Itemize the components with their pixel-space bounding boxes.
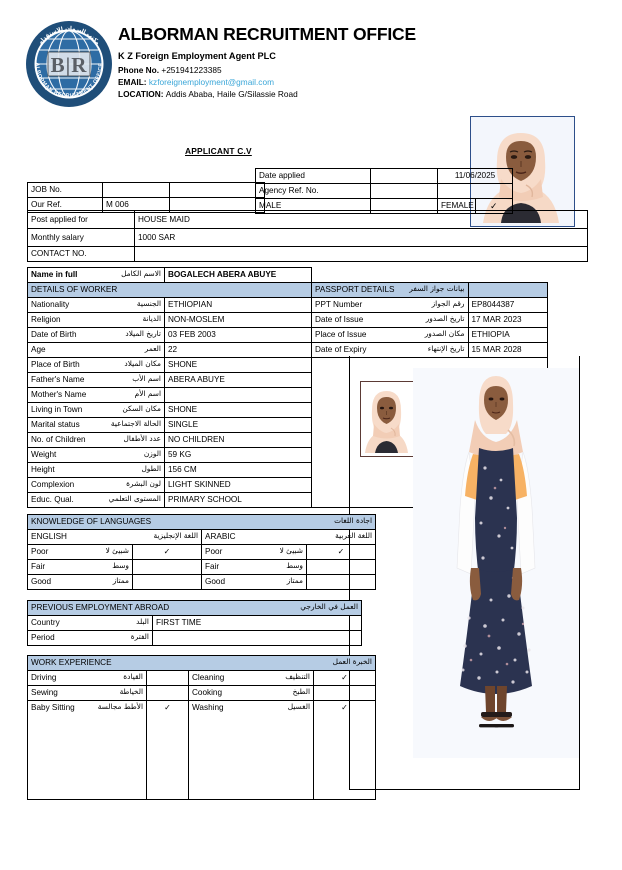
baby-sitting-label-ar: الأطط مجالسة bbox=[97, 702, 143, 711]
fathers-name-label bbox=[28, 373, 165, 388]
washing-label-en: Washing bbox=[192, 703, 224, 712]
cleaning-label-ar: التنظيف bbox=[285, 672, 310, 682]
date-applied-value[interactable]: 11/06/2025 bbox=[438, 169, 513, 184]
country-label bbox=[28, 616, 153, 631]
organization-title: ALBORMAN RECRUITMENT OFFICE bbox=[118, 24, 416, 44]
complexion-label-en: Complexion bbox=[31, 480, 75, 490]
place-of-birth-label bbox=[28, 358, 165, 373]
date-gender-table bbox=[255, 168, 513, 214]
place-of-birth-label-en: Place of Birth bbox=[31, 360, 80, 370]
agency-ref-blank bbox=[371, 184, 438, 199]
date-of-expiry-label-en: Date of Expiry bbox=[315, 345, 367, 355]
english-fair-label bbox=[28, 560, 133, 575]
female-label: FEMALE bbox=[438, 199, 475, 213]
job-reference-table bbox=[27, 182, 265, 213]
nationality-label bbox=[28, 298, 165, 313]
work-experience-table bbox=[27, 655, 376, 800]
complexion-label bbox=[28, 478, 165, 493]
no-of-children-value[interactable]: NO CHILDREN bbox=[165, 433, 312, 448]
english-poor-en: Poor bbox=[31, 547, 49, 557]
ppt-number-label bbox=[312, 298, 469, 313]
religion-value[interactable]: NON-MOSLEM bbox=[165, 313, 312, 328]
arabic-good-label bbox=[202, 575, 307, 590]
table-row bbox=[28, 560, 376, 575]
educ-qual-label-en: Educ. Qual. bbox=[31, 495, 74, 505]
marital-status-label-en: Marital status bbox=[31, 420, 80, 430]
weight-label bbox=[28, 448, 165, 463]
work-exp-header-en: WORK EXPERIENCE bbox=[31, 658, 112, 668]
date-of-issue-value[interactable]: 17 MAR 2023 bbox=[468, 313, 547, 328]
period-value[interactable] bbox=[153, 631, 362, 646]
name-value[interactable]: BOGALECH ABERA ABUYE bbox=[165, 268, 312, 283]
living-in-town-label bbox=[28, 403, 165, 418]
prev-emp-header-en: PREVIOUS EMPLOYMENT ABROAD bbox=[31, 603, 170, 613]
height-label bbox=[28, 463, 165, 478]
nationality-label-en: Nationality bbox=[31, 300, 70, 310]
table-row bbox=[28, 671, 376, 686]
no-of-children-label bbox=[28, 433, 165, 448]
date-of-birth-label-en: Date of Birth bbox=[31, 330, 77, 340]
mothers-name-label bbox=[28, 388, 165, 403]
english-good-label bbox=[28, 575, 133, 590]
name-spacer-1 bbox=[312, 268, 469, 283]
passport-size-photo bbox=[360, 381, 416, 457]
svg-text:مكتب البرمان للاستقدام: مكتب البرمان للاستقدام bbox=[37, 25, 101, 47]
monthly-salary-value[interactable]: 1000 SAR bbox=[135, 229, 588, 247]
table-row-section bbox=[28, 601, 362, 616]
height-label-en: Height bbox=[31, 465, 55, 475]
passport-details-header bbox=[312, 283, 469, 298]
table-row bbox=[28, 545, 376, 560]
mothers-name-value[interactable] bbox=[165, 388, 312, 403]
date-of-expiry-label-ar: تاريخ الإنتهاء bbox=[427, 344, 465, 354]
contact-no-label: CONTACT NO. bbox=[28, 247, 135, 262]
passport-header-spacer bbox=[468, 283, 547, 298]
table-row bbox=[28, 313, 548, 328]
weight-label-en: Weight bbox=[31, 450, 57, 460]
arabic-language-label bbox=[202, 530, 376, 545]
driving-label-ar: القيادة bbox=[123, 672, 143, 682]
baby-sitting-label-en: Baby Sitting bbox=[31, 703, 75, 712]
our-ref-value[interactable]: M 006 bbox=[103, 198, 170, 213]
religion-label bbox=[28, 313, 165, 328]
sewing-check[interactable] bbox=[147, 686, 189, 701]
table-row bbox=[28, 229, 588, 247]
country-label-ar: البلد bbox=[136, 617, 149, 627]
location-value: Addis Ababa, Haile G/Silassie Road bbox=[165, 88, 298, 99]
email-value[interactable]: kzforeignemployment@gmail.com bbox=[148, 76, 274, 87]
contact-no-value[interactable] bbox=[135, 247, 588, 262]
ppt-number-value[interactable]: EP8044387 bbox=[468, 298, 547, 313]
table-row-section bbox=[28, 515, 376, 530]
email-label: EMAIL: bbox=[118, 76, 147, 87]
age-label bbox=[28, 343, 165, 358]
english-good-ar: ممتاز bbox=[112, 576, 129, 586]
table-row bbox=[28, 328, 548, 343]
washing-check[interactable]: ✓ bbox=[314, 701, 376, 800]
english-label-ar: اللغة الإنجليزية bbox=[153, 531, 198, 541]
work-exp-header-ar: الخبرة العمل bbox=[332, 657, 372, 667]
job-no-extra bbox=[170, 183, 265, 198]
baby-sitting-label bbox=[28, 701, 147, 800]
full-length-photo bbox=[413, 368, 579, 758]
svg-text:B|R: B|R bbox=[50, 53, 88, 77]
languages-table bbox=[27, 514, 376, 590]
date-applied-blank bbox=[371, 169, 438, 184]
location-label: LOCATION: bbox=[118, 88, 164, 99]
cleaning-label bbox=[189, 671, 314, 686]
country-label-en: Country bbox=[31, 618, 60, 628]
marital-status-value[interactable]: SINGLE bbox=[165, 418, 312, 433]
header-text-block bbox=[118, 25, 416, 100]
table-row bbox=[28, 247, 588, 262]
arabic-label-en: ARABIC bbox=[205, 532, 236, 542]
name-spacer-2 bbox=[468, 268, 547, 283]
date-of-issue-label-ar: تاريخ الصدور bbox=[425, 314, 465, 324]
arabic-poor-ar: شبيئ لا bbox=[279, 546, 303, 556]
arabic-label-ar: اللغة العربية bbox=[335, 531, 372, 541]
cleaning-check[interactable]: ✓ bbox=[314, 671, 376, 686]
table-row bbox=[28, 631, 362, 646]
english-fair-en: Fair bbox=[31, 562, 46, 572]
arabic-good-check[interactable] bbox=[307, 575, 376, 590]
fathers-name-label-en: Father's Name bbox=[31, 375, 85, 385]
table-row bbox=[28, 616, 362, 631]
mothers-name-label-ar: اسم الأم bbox=[134, 389, 161, 399]
place-of-issue-label-ar: مكان الصدور bbox=[424, 329, 465, 339]
english-good-check[interactable] bbox=[133, 575, 202, 590]
arabic-poor-en: Poor bbox=[205, 547, 223, 557]
complexion-label-ar: لون البشرة bbox=[126, 479, 161, 489]
baby-sitting-check[interactable]: ✓ bbox=[147, 701, 189, 800]
arabic-good-en: Good bbox=[205, 577, 226, 587]
table-row bbox=[28, 575, 376, 590]
post-salary-table bbox=[27, 210, 588, 262]
document-header bbox=[25, 20, 585, 115]
post-applied-label: Post applied for bbox=[28, 211, 135, 229]
weight-value[interactable]: 59 KG bbox=[165, 448, 312, 463]
cooking-label-en: Cooking bbox=[192, 688, 223, 698]
work-experience-header bbox=[28, 656, 376, 671]
place-of-issue-value[interactable]: ETHIOPIA bbox=[468, 328, 547, 343]
english-fair-ar: وسط bbox=[112, 561, 129, 571]
arabic-fair-en: Fair bbox=[205, 562, 220, 572]
marital-status-label bbox=[28, 418, 165, 433]
date-of-birth-label-ar: تاريخ الميلاد bbox=[125, 329, 161, 339]
table-row-name bbox=[28, 268, 548, 283]
phone-label: Phone No. bbox=[118, 64, 160, 75]
nationality-label-ar: الجنسية bbox=[136, 299, 161, 309]
english-poor-check[interactable]: ✓ bbox=[133, 545, 202, 560]
age-label-ar: العمر bbox=[144, 344, 161, 354]
table-row bbox=[256, 169, 513, 184]
languages-section-header bbox=[28, 515, 376, 530]
fathers-name-value[interactable]: ABERA ABUYE bbox=[165, 373, 312, 388]
date-of-issue-label-en: Date of Issue bbox=[315, 315, 364, 325]
washing-label bbox=[189, 701, 314, 800]
phone-value: +251941223385 bbox=[161, 64, 222, 75]
name-label-ar: الاسم الكامل bbox=[121, 269, 161, 279]
cleaning-label-en: Cleaning bbox=[192, 673, 225, 683]
height-label-ar: الطول bbox=[141, 464, 161, 474]
monthly-salary-label: Monthly salary bbox=[28, 229, 135, 247]
arabic-poor-label bbox=[202, 545, 307, 560]
phone-line bbox=[118, 64, 416, 76]
height-value[interactable]: 156 CM bbox=[165, 463, 312, 478]
arabic-fair-ar: وسط bbox=[286, 561, 303, 571]
religion-label-en: Religion bbox=[31, 315, 61, 325]
place-of-issue-label-en: Place of Issue bbox=[315, 330, 367, 340]
country-value[interactable]: FIRST TIME bbox=[153, 616, 362, 631]
english-good-en: Good bbox=[31, 577, 52, 587]
page-title: APPLICANT C.V bbox=[185, 146, 252, 156]
table-row bbox=[28, 211, 588, 229]
period-label bbox=[28, 631, 153, 646]
prev-emp-header-ar: العمل في الخارجي bbox=[300, 602, 358, 612]
cooking-label bbox=[189, 686, 314, 701]
post-applied-value[interactable]: HOUSE MAID bbox=[135, 211, 588, 229]
company-name: K Z Foreign Employment Agent PLC bbox=[118, 51, 276, 62]
table-row bbox=[256, 184, 513, 199]
fathers-name-label-ar: اسم الأب bbox=[132, 374, 161, 384]
nationality-value[interactable]: ETHIOPIAN bbox=[165, 298, 312, 313]
english-poor-label bbox=[28, 545, 133, 560]
date-of-issue-label bbox=[312, 313, 469, 328]
sewing-label-en: Sewing bbox=[31, 688, 58, 698]
arabic-fair-label bbox=[202, 560, 307, 575]
educ-qual-label bbox=[28, 493, 165, 508]
date-of-expiry-value[interactable]: 15 MAR 2028 bbox=[468, 343, 547, 358]
ppt-number-label-en: PPT Number bbox=[315, 300, 363, 310]
passport-header-ar: بيانات جواز السفر bbox=[409, 284, 465, 294]
sewing-label-ar: الخياطة bbox=[119, 687, 143, 697]
date-of-birth-label bbox=[28, 328, 165, 343]
educ-qual-value[interactable]: PRIMARY SCHOOL bbox=[165, 493, 312, 508]
complexion-value[interactable]: LIGHT SKINNED bbox=[165, 478, 312, 493]
cooking-check[interactable] bbox=[314, 686, 376, 701]
table-row bbox=[28, 686, 376, 701]
educ-qual-label-ar: المستوى التعلمي bbox=[108, 494, 161, 504]
no-of-children-label-en: No. of Children bbox=[31, 435, 86, 445]
agency-ref-label: Agency Ref. No. bbox=[256, 184, 371, 199]
english-fair-check[interactable] bbox=[133, 560, 202, 575]
weight-label-ar: الوزن bbox=[143, 449, 161, 459]
previous-employment-header bbox=[28, 601, 362, 616]
passport-header-en: PASSPORT DETAILS bbox=[315, 285, 395, 295]
sewing-label bbox=[28, 686, 147, 701]
table-row bbox=[28, 298, 548, 313]
age-value[interactable]: 22 bbox=[165, 343, 312, 358]
marital-status-label-ar: الحالة الاجتماعية bbox=[110, 419, 161, 429]
cooking-label-ar: الطبخ bbox=[292, 687, 310, 697]
period-label-en: Period bbox=[31, 633, 55, 643]
place-of-issue-label bbox=[312, 328, 469, 343]
table-row bbox=[28, 530, 376, 545]
religion-label-ar: الديانة bbox=[142, 314, 161, 324]
male-label: MALE bbox=[256, 199, 371, 214]
driving-check[interactable] bbox=[147, 671, 189, 686]
no-of-children-label-ar: عدد الأطفال bbox=[123, 434, 161, 444]
living-in-town-label-en: Living in Town bbox=[31, 405, 83, 415]
table-row bbox=[28, 183, 265, 198]
name-label-en: Name in full bbox=[31, 270, 78, 280]
place-of-birth-label-ar: مكان الميلاد bbox=[124, 359, 161, 369]
job-no-value[interactable] bbox=[103, 183, 170, 198]
driving-label bbox=[28, 671, 147, 686]
table-row-section bbox=[28, 656, 376, 671]
english-label-en: ENGLISH bbox=[31, 532, 67, 542]
arabic-fair-check[interactable] bbox=[307, 560, 376, 575]
email-line bbox=[118, 76, 416, 88]
our-ref-label: Our Ref. bbox=[28, 198, 103, 213]
living-in-town-label-ar: مكان السكن bbox=[122, 404, 161, 414]
ppt-number-label-ar: رقم الجواز bbox=[431, 299, 465, 309]
table-row-section-headers bbox=[28, 283, 548, 298]
driving-label-en: Driving bbox=[31, 673, 57, 683]
mothers-name-label-en: Mother's Name bbox=[31, 390, 87, 400]
company-logo-icon bbox=[25, 20, 113, 108]
details-of-worker-header: DETAILS OF WORKER bbox=[28, 283, 312, 298]
table-row bbox=[28, 701, 376, 800]
date-of-birth-value[interactable]: 03 FEB 2003 bbox=[165, 328, 312, 343]
age-label-en: Age bbox=[31, 345, 46, 355]
agency-ref-value[interactable] bbox=[438, 184, 513, 199]
living-in-town-value[interactable]: SHONE bbox=[165, 403, 312, 418]
period-label-ar: الفترة bbox=[130, 632, 149, 642]
english-language-label bbox=[28, 530, 202, 545]
arabic-poor-check[interactable]: ✓ bbox=[307, 545, 376, 560]
languages-header-en: KNOWLEDGE OF LANGUAGES bbox=[31, 517, 152, 527]
arabic-good-ar: ممتاز bbox=[286, 576, 303, 586]
washing-label-ar: الغسيل bbox=[287, 702, 310, 711]
previous-employment-table bbox=[27, 600, 362, 646]
female-checkbox[interactable]: ✓ bbox=[489, 200, 498, 211]
job-no-label: JOB No. bbox=[28, 183, 103, 198]
english-poor-ar: شبيئ لا bbox=[105, 546, 129, 556]
languages-header-ar: اجادة اللغات bbox=[334, 516, 372, 526]
svg-text:ALBORMAN RECRUITMENT OFFICE: ALBORMAN RECRUITMENT OFFICE bbox=[33, 62, 105, 100]
location-line bbox=[118, 88, 416, 100]
name-label-cell bbox=[28, 268, 165, 283]
date-applied-label: Date applied bbox=[256, 169, 371, 184]
place-of-birth-value[interactable]: SHONE bbox=[165, 358, 312, 373]
